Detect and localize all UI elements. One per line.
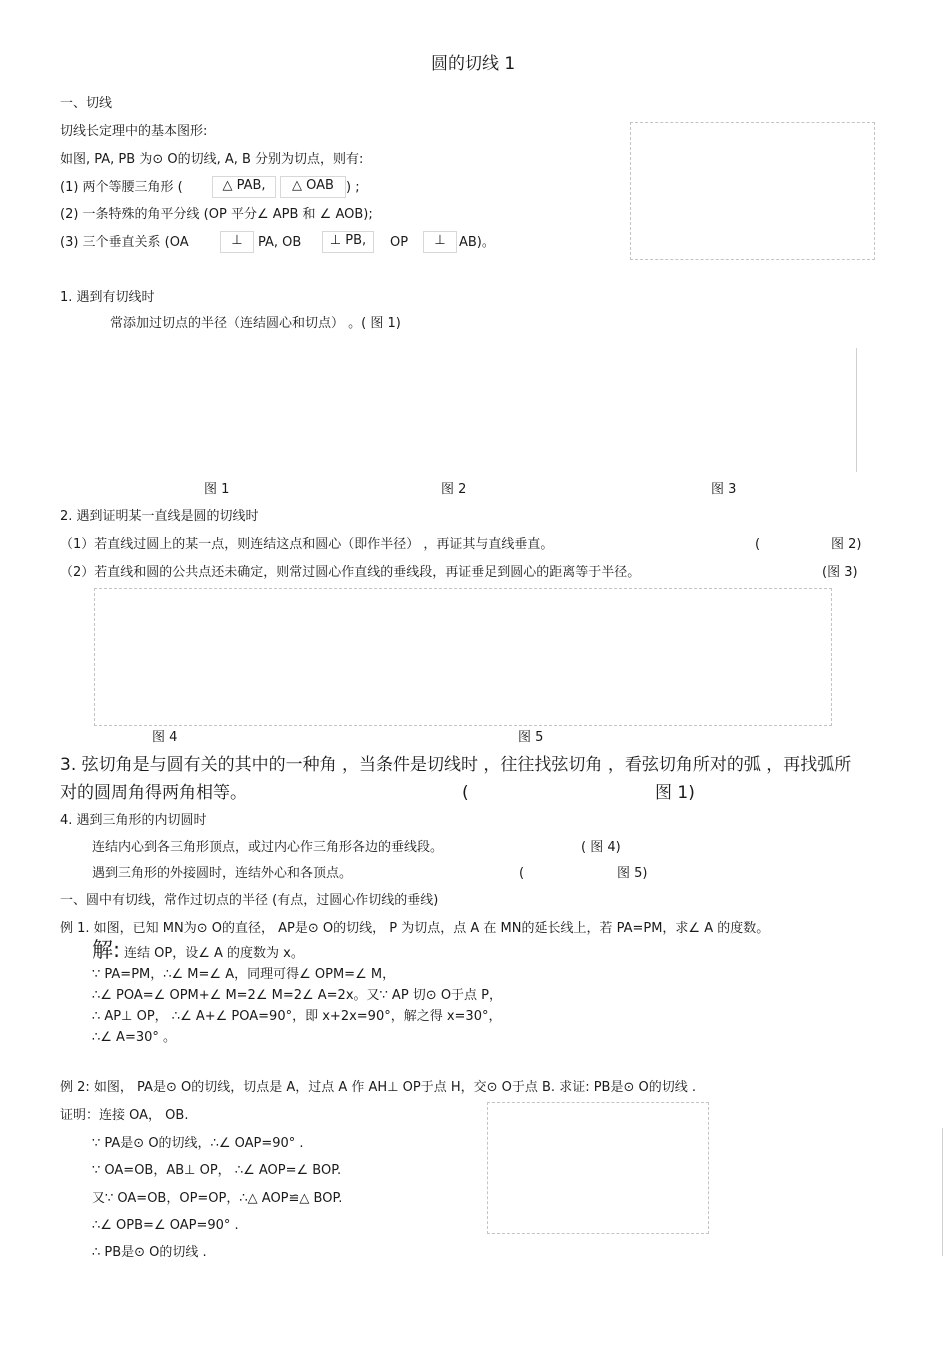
figure3-edge-line [856,348,857,472]
page-title: 圆的切线 1 [431,54,516,74]
point2-item1: （1）若直线过圆上的某一点，则连结这点和圆心（即作半径） ，再证其与直线垂直。 [60,537,554,552]
fig3-label: 图 3 [711,482,737,497]
item1-prefix: (1) 两个等腰三角形 ( [60,180,183,195]
item3-suffix: AB)。 [459,235,495,250]
point3-ref: 图 1) [655,783,695,803]
example2-line4: ∴∠ OPB=∠ OAP=90° . [92,1218,239,1233]
example2-line2: ∵ OA=OB，AB⊥ OP， ∴∠ AOP=∠ BOP. [92,1163,342,1178]
item1-box-pab: △ PAB, [212,176,276,198]
example1-solution-label: 解: [92,938,121,962]
example1-line1: 连结 OP，设∠ A 的度数为 x。 [124,946,304,961]
point3-line1: 3. 弦切角是与圆有关的其中的一种角 ，当条件是切线时 ，往往找弦切角 ，看弦切角所对的弧 ，再找弧所 [60,755,852,775]
point1-text: 常添加过切点的半径（连结圆心和切点） 。( 图 1) [110,316,401,331]
point4-heading: 4. 遇到三角形的内切圆时 [60,813,207,828]
item3-box-perp-1: ⊥ [220,231,254,253]
section-heading-radius: 一、圆中有切线，常作过切点的半径 (有点，过圆心作切线的垂线) [60,893,439,908]
fig5-label: 图 5 [518,730,544,745]
point2-heading: 2. 遇到证明某一直线是圆的切线时 [60,509,259,524]
basic-figure-title: 切线长定理中的基本图形: [60,124,208,139]
intro-text: 如图, PA, PB 为⊙ O的切线, A, B 分别为切点，则有: [60,152,364,167]
item3-box-perp-3: ⊥ [423,231,457,253]
point4-text1: 连结内心到各三角形顶点，或过内心作三角形各边的垂线段。 [92,840,444,855]
example1-line3: ∴∠ POA=∠ OPM+∠ M=2∠ M=2∠ A=2x。又∵ AP 切⊙ O于点 P， [92,988,503,1003]
item2-text: (2) 一条特殊的角平分线 (OP 平分∠ APB 和 ∠ AOB); [60,207,373,222]
item1-suffix: ) ; [346,180,360,195]
point2-item1-ref-open: ( [755,537,761,552]
page-edge-line [942,1128,943,1256]
item1-box-oab: △ OAB [280,176,346,198]
point4-text2-ref: 图 5) [617,866,648,881]
figure-placeholder-4-5 [94,588,832,726]
fig4-label: 图 4 [152,730,178,745]
item3-mid2: OP [390,235,409,250]
example2-question: 例 2: 如图， PA是⊙ O的切线，切点是 A，过点 A 作 AH⊥ OP于点 H，交⊙ O于点 B. 求证: PB是⊙ O的切线 . [60,1080,696,1095]
fig2-label: 图 2 [441,482,467,497]
point2-item2: （2）若直线和圆的公共点还未确定，则常过圆心作直线的垂线段，再证垂足到圆心的距离等于半径。 [60,565,641,580]
point3-ref-open: ( [462,783,469,803]
example2-line5: ∴ PB是⊙ O的切线 . [92,1245,207,1260]
example1-line5: ∴∠ A=30° 。 [92,1030,177,1045]
point4-text2-ref-open: ( [519,866,525,881]
example2-line1: ∵ PA是⊙ O的切线，∴∠ OAP=90° . [92,1136,304,1151]
point3-line2: 对的圆周角得两角相等。 [60,783,247,803]
point4-text1-ref: ( 图 4) [581,840,621,855]
item3-mid1: PA, OB [258,235,302,250]
point2-item2-ref: (图 3) [822,565,858,580]
item3-prefix: (3) 三个垂直关系 (OA [60,235,189,250]
example2-line3: 又∵ OA=OB，OP=OP，∴△ AOP≌△ BOP. [92,1191,343,1206]
figure-placeholder-example2 [487,1102,709,1234]
point4-text2: 遇到三角形的外接圆时，连结外心和各顶点。 [92,866,353,881]
item3-box-perp-2: ⊥ PB, [322,231,374,253]
example1-question: 例 1. 如图，已知 MN为⊙ O的直径， AP是⊙ O的切线， P 为切点，点 A 在 MN的延长线上，若 PA=PM，求∠ A 的度数。 [60,921,770,936]
section-heading-tangent: 一、切线 [60,96,113,111]
example1-line4: ∴ AP⊥ OP， ∴∠ A+∠ POA=90°，即 x+2x=90°，解之得 x=30°， [92,1009,502,1024]
fig1-label: 图 1 [204,482,230,497]
point2-item1-ref: 图 2) [831,537,862,552]
example1-line2: ∵ PA=PM，∴∠ M=∠ A，同理可得∠ OPM=∠ M， [92,967,396,982]
point1-heading: 1. 遇到有切线时 [60,290,155,305]
example2-proof-start: 证明：连接 OA， OB. [60,1108,189,1123]
figure-placeholder-basic [630,122,875,260]
